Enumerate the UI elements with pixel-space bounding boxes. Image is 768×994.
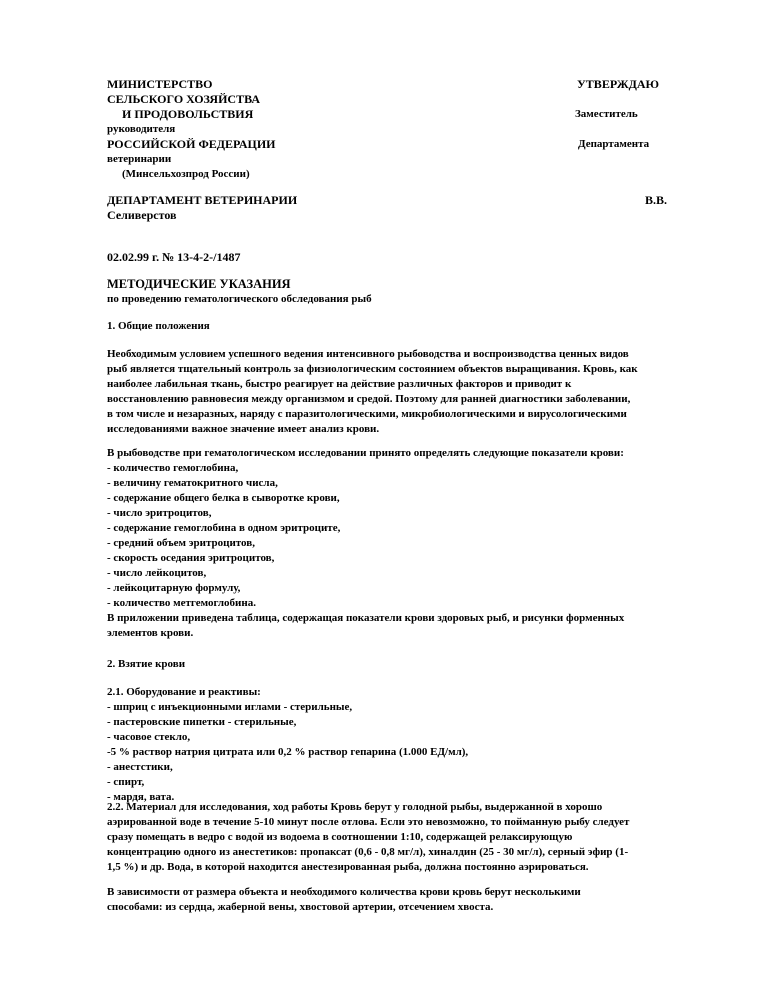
ministry-line-7: (Минсельхозпрод России)	[122, 168, 250, 180]
ministry-line-2: СЕЛЬСКОГО ХОЗЯЙСТВА	[107, 92, 261, 106]
list-item: -5 % раствор натрия цитрата или 0,2 % раствор гепарина (1.000 ЕД/мл),	[107, 746, 469, 758]
ministry-line-5: РОССИЙСКОЙ ФЕДЕРАЦИИ	[107, 137, 276, 151]
doc-title: МЕТОДИЧЕСКИЕ УКАЗАНИЯ	[107, 277, 291, 291]
text-line: восстановлению равновесия между организмом и средой. Поэтому для ранней диагностики заболевании,	[107, 393, 631, 405]
list-item: - средний объем эритроцитов,	[107, 537, 255, 549]
list-item: - спирт,	[107, 776, 145, 788]
section-2-heading: 2. Взятие крови	[107, 658, 186, 670]
text-line: способами: из сердца, жаберной вены, хвостовой артерии, отсечением хвоста.	[107, 901, 494, 913]
text-line: 2.2. Материал для исследования, ход работы Кровь берут у голодной рыбы, выдержанной в хорошо	[107, 801, 603, 813]
list-item: - мардя, вата.	[107, 791, 175, 803]
list-item: - лейкоцитарную формулу,	[107, 582, 241, 594]
signer-surname: Селиверстов	[107, 208, 177, 222]
section-1-heading: 1. Общие положения	[107, 320, 210, 332]
text-line: В зависимости от размера объекта и необходимого количества крови кровь берут несколькими	[107, 886, 581, 898]
section-1-paragraph	[107, 347, 727, 437]
list-item: - число лейкоцитов,	[107, 567, 207, 579]
text-line: сразу помещать в ведро с водой из водоема в соотношении 1:10, содержащей релаксирующую	[107, 831, 573, 843]
doc-number: 02.02.99 г. № 13-4-2-/1487	[107, 250, 241, 264]
dept-veterinary: ДЕПАРТАМЕНТ ВЕТЕРИНАРИИ	[107, 193, 298, 207]
deputy-label: Заместитель	[575, 108, 638, 120]
text-line: исследованиями важное значение имеет анализ крови.	[107, 423, 380, 435]
approve-label: УТВЕРЖДАЮ	[577, 77, 660, 91]
ministry-line-1: МИНИСТЕРСТВО	[107, 77, 213, 91]
list-item: - содержание общего белка в сыворотке крови,	[107, 492, 340, 504]
list-item: - число эритроцитов,	[107, 507, 212, 519]
list-item: - шприц с инъекционными иглами - стерильные,	[107, 701, 353, 713]
text-line: рыб является тщательный контроль за физиологическим состоянием объектов выращивания. Кровь, как	[107, 363, 638, 375]
list-item: - скорость оседания эритроцитов,	[107, 552, 275, 564]
text-line: 1,5 %) и др. Вода, в которой находится анестезированная рыба, должна постоянно аэрироваться.	[107, 861, 589, 873]
ministry-line-6: ветеринарии	[107, 153, 172, 165]
text-line: Необходимым условием успешного ведения интенсивного рыбоводства и воспроизводства ценных видов	[107, 348, 629, 360]
text-line: в том числе и незаразных, наряду с паразитологическими, микробиологическими и вирусологическими	[107, 408, 627, 420]
list-item: - часовое стекло,	[107, 731, 191, 743]
text-line: В приложении приведена таблица, содержащая показатели крови здоровых рыб, и рисунки форменных	[107, 612, 625, 624]
list-item: - величину гематокритного числа,	[107, 477, 278, 489]
section-2-2-paragraph	[107, 800, 727, 875]
subsection-heading: 2.1. Оборудование и реактивы:	[107, 686, 261, 698]
text-line: элементов крови.	[107, 627, 194, 639]
ministry-line-4: руководителя	[107, 123, 176, 135]
list-item: - пастеровские пипетки - стерильные,	[107, 716, 297, 728]
list-intro: В рыбоводстве при гематологическом исследовании принято определять следующие показатели крови:	[107, 447, 624, 459]
signer-initials: В.В.	[645, 193, 668, 207]
list-item: - анестстики,	[107, 761, 173, 773]
text-line: наиболее лабильная ткань, быстро реагирует на действие различных факторов и приводит к	[107, 378, 572, 390]
blood-sampling-methods	[107, 885, 727, 915]
text-line: аэрированной воде в течение 5-10 минут после отлова. Если это невозможно, то пойманную рыбу следует	[107, 816, 630, 828]
blood-indicators-list	[107, 446, 727, 641]
ministry-line-3: И ПРОДОВОЛЬСТВИЯ	[122, 107, 254, 121]
list-item: - количество гемоглобина,	[107, 462, 239, 474]
list-item: - содержание гемоглобина в одном эритроците,	[107, 522, 341, 534]
list-item: - количество метгемоглобина.	[107, 597, 256, 609]
department-label: Департамента	[578, 138, 650, 150]
doc-subtitle: по проведению гематологического обследования рыб	[107, 293, 372, 305]
equipment-list	[107, 685, 727, 805]
text-line: концентрацию одного из анестетиков: пропаксат (0,6 - 0,8 мг/л), хиналдин (25 - 30 мг/л), серный эфир (1-	[107, 846, 629, 858]
